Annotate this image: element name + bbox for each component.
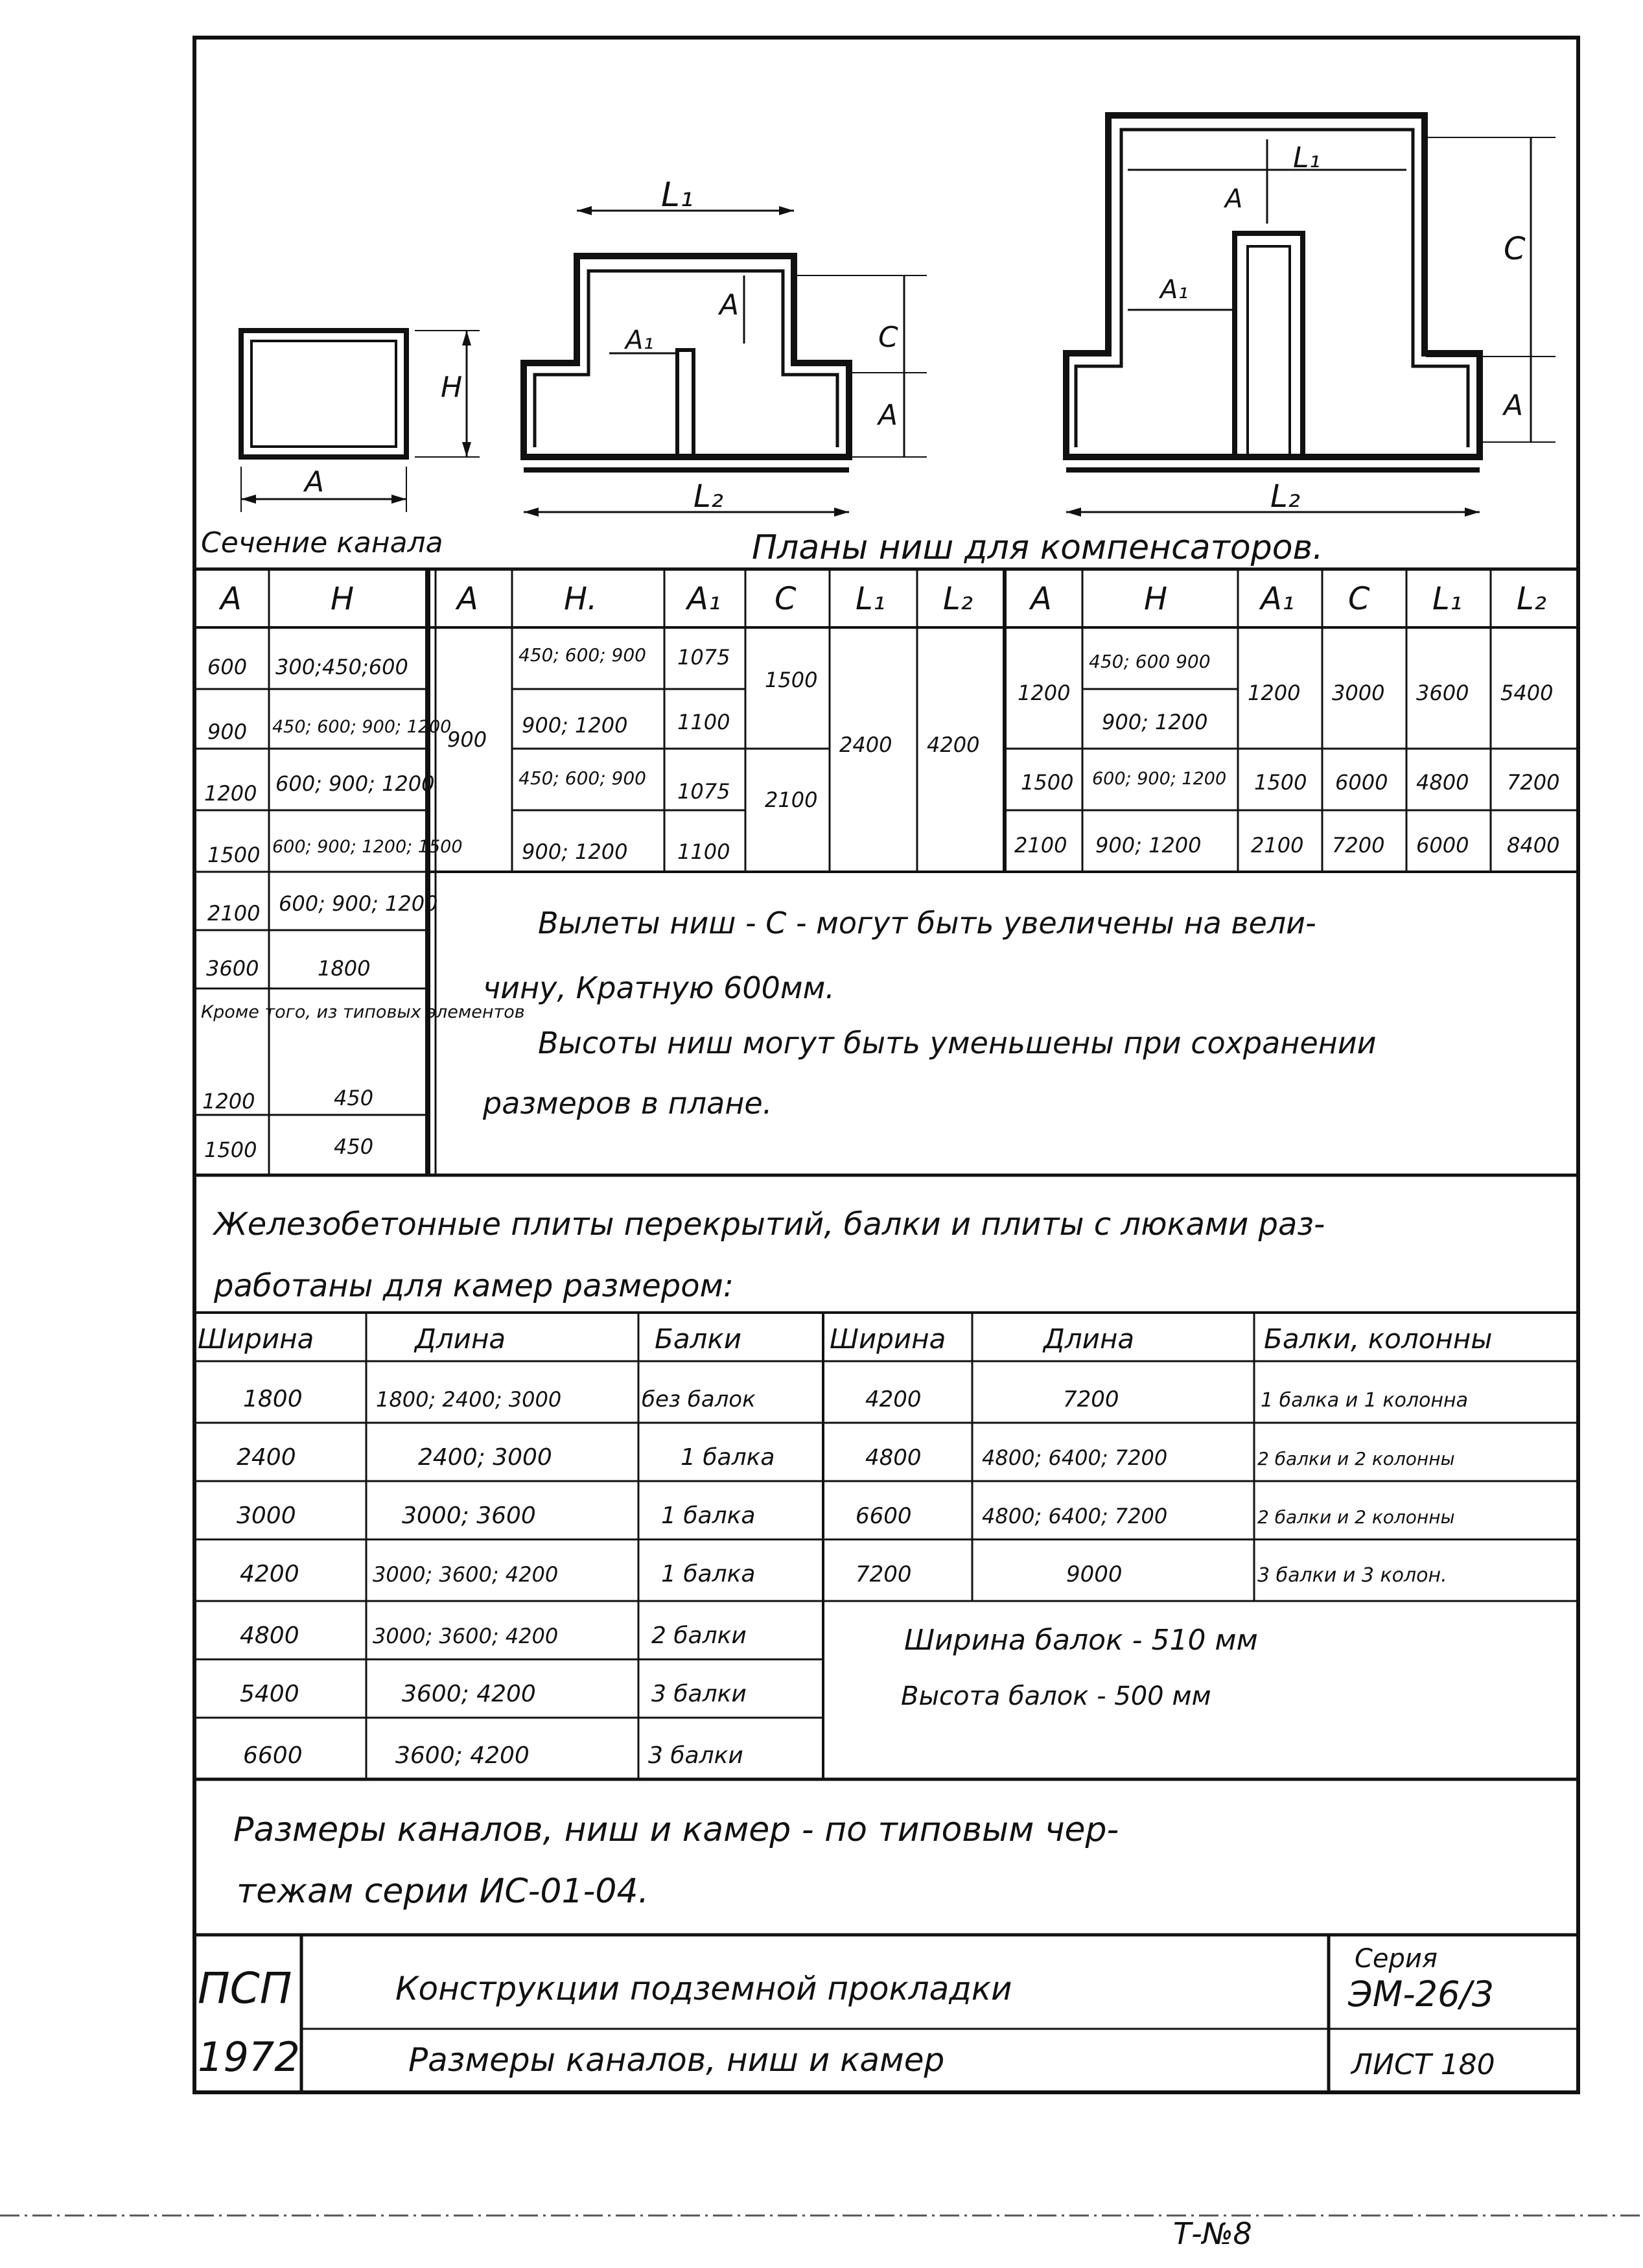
plan1-h: 450; 600; 900 xyxy=(519,644,646,666)
section-h: 600; 900; 1200; 1500 xyxy=(272,837,463,857)
niche2-dim-a-lower: A xyxy=(1504,389,1524,422)
niche1-dim-a: A xyxy=(719,288,740,321)
section-dim-h: H xyxy=(441,371,463,404)
typical-h: 450 xyxy=(334,1134,374,1159)
niche2-dim-a: A xyxy=(1225,184,1243,214)
plate-beams-columns: 2 балки и 2 колонны xyxy=(1257,1448,1455,1469)
plan2-h: 900; 1200 xyxy=(1095,833,1202,858)
section-h: 1800 xyxy=(318,956,371,981)
section-h: 600; 900; 1200 xyxy=(275,771,435,796)
title-block-subtitle: Размеры каналов, ниш и камер xyxy=(408,2041,945,2079)
plate-length: 3600; 4200 xyxy=(395,1742,530,1769)
note-line: размеров в плане. xyxy=(483,1086,773,1121)
plate-beams-columns: 1 балка и 1 колонна xyxy=(1261,1389,1468,1412)
plate-length: 4800; 6400; 7200 xyxy=(982,1445,1168,1470)
plate-beams-columns: 3 балки и 3 колон. xyxy=(1257,1564,1447,1587)
note-line: Высоты ниш могут быть уменьшены при сохранении xyxy=(538,1025,1377,1060)
plate-beams: 3 балки xyxy=(648,1742,743,1769)
niche1-dim-a1: A₁ xyxy=(625,325,654,355)
section-a: 600 xyxy=(207,655,248,679)
plate-length: 7200 xyxy=(1063,1386,1119,1412)
plate-width: 1800 xyxy=(243,1386,303,1412)
plates-header-width-2: Ширина xyxy=(830,1323,946,1355)
section-caption: Сечение канала xyxy=(201,526,443,559)
niche2-dim-a1: A₁ xyxy=(1160,275,1189,305)
typical-a: 1500 xyxy=(204,1138,257,1162)
plan2-h: 600; 900; 1200 xyxy=(1092,769,1227,789)
plan2-l2: 8400 xyxy=(1507,833,1560,858)
plate-width: 4200 xyxy=(240,1561,299,1587)
plate-beams-columns: 2 балки и 2 колонны xyxy=(1257,1506,1455,1528)
plan2-l1: 4800 xyxy=(1416,770,1469,795)
plan2-a: 2100 xyxy=(1014,833,1067,858)
niche1-dim-l1: L₁ xyxy=(661,176,693,215)
plan2-c: 3000 xyxy=(1332,681,1385,705)
footer-note-line2: тежам серии ИС-01-04. xyxy=(237,1872,649,1911)
typical-note: Кроме того, из типовых элементов xyxy=(201,1002,525,1022)
header-a-plan1: A xyxy=(457,581,478,617)
plan2-l1: 3600 xyxy=(1416,681,1469,705)
plan2-l2: 5400 xyxy=(1500,681,1554,705)
beam-width-note: Ширина балок - 510 мм xyxy=(904,1624,1258,1657)
plate-length: 3000; 3600 xyxy=(402,1502,536,1529)
channel-section-drawing xyxy=(201,331,480,559)
plate-length: 3000; 3600; 4200 xyxy=(373,1624,559,1648)
plan1-a1: 1075 xyxy=(677,779,730,804)
plan2-l2: 7200 xyxy=(1507,770,1560,795)
plan1-h: 450; 600; 900 xyxy=(519,767,646,789)
header-a-plan2: A xyxy=(1031,581,1052,617)
plate-width: 3000 xyxy=(237,1502,296,1529)
plate-beams: 2 балки xyxy=(651,1622,747,1649)
niche-notes xyxy=(482,906,1377,1121)
niche2-dim-l2: L₂ xyxy=(1270,478,1300,515)
plate-width: 6600 xyxy=(243,1742,303,1769)
header-h-section: H xyxy=(331,581,355,617)
title-block-title: Конструкции подземной прокладки xyxy=(395,1970,1012,2007)
plan2-a: 1500 xyxy=(1021,770,1074,795)
section-dim-a: A xyxy=(305,465,325,498)
header-a-section: A xyxy=(220,581,242,617)
plate-width: 4800 xyxy=(240,1622,299,1649)
note-line: чину, Кратную 600мм. xyxy=(483,970,835,1005)
section-h: 450; 600; 900; 1200 xyxy=(272,717,452,737)
plan2-a: 1200 xyxy=(1018,681,1071,705)
plan1-a1: 1075 xyxy=(677,645,730,670)
plan2-l1: 6000 xyxy=(1416,833,1469,858)
header-l2-plan2: L₂ xyxy=(1517,581,1546,617)
plan1-l1: 2400 xyxy=(839,732,892,757)
title-block-series-label: Серия xyxy=(1355,1944,1438,1974)
niche2-dim-c: C xyxy=(1504,231,1526,267)
plan2-h: 450; 600 900 xyxy=(1089,651,1211,672)
plans-caption: Планы ниш для компенсаторов. xyxy=(752,528,1323,567)
title-block-sheet: ЛИСТ 180 xyxy=(1351,2048,1495,2081)
plan1-values xyxy=(447,644,979,864)
typical-h: 450 xyxy=(334,1086,374,1110)
section-a: 900 xyxy=(207,719,248,744)
plan2-values xyxy=(1014,651,1559,858)
title-block-series: ЭМ-26/3 xyxy=(1348,1974,1495,2015)
plate-length: 4800; 6400; 7200 xyxy=(982,1504,1168,1528)
header-l1-plan2: L₁ xyxy=(1432,581,1462,617)
plan1-c: 1500 xyxy=(765,668,818,692)
page-mark: Т-№8 xyxy=(1173,2216,1252,2251)
plate-beams: 1 балка xyxy=(661,1561,756,1587)
plates-header-beams-columns: Балки, колонны xyxy=(1264,1323,1493,1355)
plates-right-rows xyxy=(856,1386,1468,1587)
niche1-dim-l2: L₂ xyxy=(693,478,723,515)
header-h-plan2: H xyxy=(1144,581,1168,617)
header-h-plan1: H. xyxy=(564,581,598,617)
section-h: 600; 900; 1200 xyxy=(279,891,438,916)
section-a: 1200 xyxy=(204,781,257,806)
plan1-a1: 1100 xyxy=(677,839,730,864)
plates-header-length: Длина xyxy=(415,1323,506,1355)
plates-left-rows xyxy=(237,1386,775,1769)
plan1-c: 2100 xyxy=(765,788,818,812)
beam-height-note: Высота балок - 500 мм xyxy=(901,1681,1211,1711)
note-line: Вылеты ниш - C - могут быть увеличены на вели- xyxy=(538,906,1316,941)
header-l2-plan1: L₂ xyxy=(943,581,973,617)
plan2-c: 6000 xyxy=(1335,770,1388,795)
plan2-a1: 2100 xyxy=(1251,833,1304,858)
niche1-dim-a-lower: A xyxy=(878,399,898,432)
plate-width: 4800 xyxy=(865,1445,922,1471)
plate-beams: без балок xyxy=(642,1386,756,1412)
dimensions-table-headers xyxy=(218,581,1546,617)
plan1-h: 900; 1200 xyxy=(522,713,628,738)
plates-table-grid xyxy=(194,1313,1578,1779)
plan1-a1: 1100 xyxy=(677,710,730,734)
plate-length: 3000; 3600; 4200 xyxy=(373,1562,559,1587)
plate-beams: 1 балка xyxy=(681,1444,775,1471)
plan1-h: 900; 1200 xyxy=(522,839,628,864)
plate-beams: 3 балки xyxy=(651,1681,747,1707)
typical-a: 1200 xyxy=(202,1089,255,1114)
plate-length: 2400; 3000 xyxy=(418,1444,552,1471)
plate-length: 9000 xyxy=(1066,1561,1123,1587)
header-l1-plan1: L₁ xyxy=(856,581,885,617)
plate-width: 5400 xyxy=(240,1681,299,1707)
plate-width: 6600 xyxy=(856,1503,912,1529)
section-a: 1500 xyxy=(207,843,261,867)
section-a: 2100 xyxy=(207,901,261,926)
plan2-a1: 1200 xyxy=(1248,681,1301,705)
plan1-l2: 4200 xyxy=(927,732,980,757)
title-block-year: 1972 xyxy=(198,2033,300,2081)
header-a1-plan1: A₁ xyxy=(687,581,721,617)
section-a: 3600 xyxy=(206,956,259,981)
niche-plan-1 xyxy=(524,176,927,517)
niche1-dim-c: C xyxy=(878,321,898,354)
plate-length: 1800; 2400; 3000 xyxy=(376,1387,562,1412)
plates-intro-line1: Железобетонные плиты перекрытий, балки и плиты с люками раз- xyxy=(214,1206,1325,1243)
plate-beams: 1 балка xyxy=(661,1502,756,1529)
header-a1-plan2: A₁ xyxy=(1261,581,1295,617)
title-block-org: ПСП xyxy=(198,1963,292,2013)
plan2-a1: 1500 xyxy=(1254,770,1307,795)
footer-note-line1: Размеры каналов, ниш и камер - по типовым чер- xyxy=(233,1810,1119,1849)
plate-width: 2400 xyxy=(237,1444,296,1471)
plate-width: 7200 xyxy=(856,1561,912,1587)
section-h: 300;450;600 xyxy=(275,655,408,679)
plates-header-length-2: Длина xyxy=(1043,1323,1135,1355)
niche2-dim-l1: L₁ xyxy=(1293,141,1321,174)
plates-intro-line2: работаны для камер размером: xyxy=(214,1268,734,1304)
plan1-a: 900 xyxy=(447,727,487,752)
header-c-plan2: C xyxy=(1348,581,1370,617)
plates-header-beams: Балки xyxy=(655,1323,742,1355)
plan2-c: 7200 xyxy=(1332,833,1385,858)
plates-headers xyxy=(198,1323,1492,1355)
header-c-plan1: C xyxy=(775,581,797,617)
plate-width: 4200 xyxy=(865,1386,922,1412)
plates-header-width: Ширина xyxy=(198,1323,314,1355)
niche-plan-2 xyxy=(1066,115,1556,517)
plate-length: 3600; 4200 xyxy=(402,1681,536,1707)
plan2-h: 900; 1200 xyxy=(1102,710,1208,734)
